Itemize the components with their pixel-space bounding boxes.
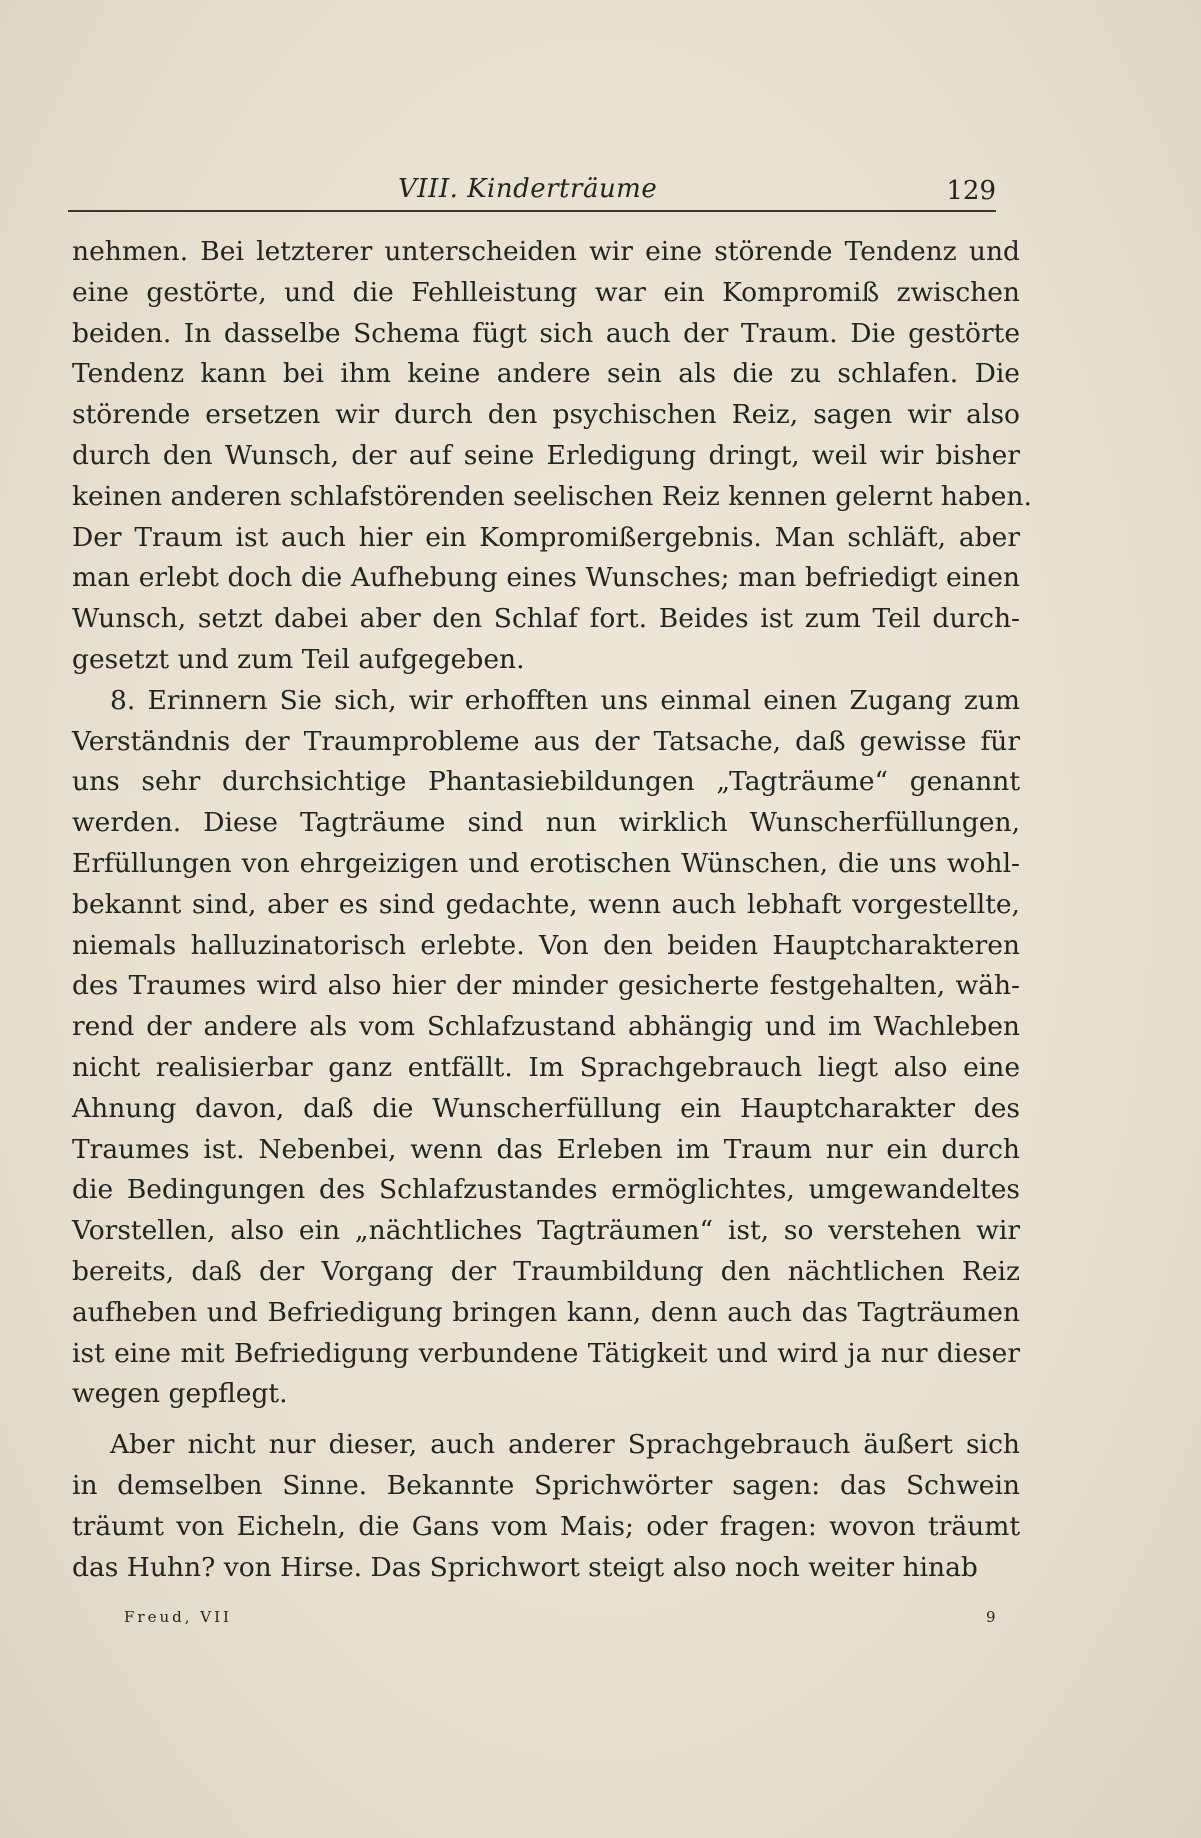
paragraph: [72, 232, 1032, 681]
paragraph-gap: [72, 1415, 1020, 1425]
page-header: [68, 168, 996, 208]
text-line: bereits, daß der Vorgang der Traumbildung den nächtlichen Reiz: [72, 1255, 1020, 1287]
running-head: VIII. Kinderträume: [398, 174, 658, 204]
text-line: störende ersetzen wir durch den psychischen Reiz, sagen wir also: [72, 399, 1020, 431]
signature-mark: Freud, VII: [124, 1608, 232, 1626]
text-line: 8. Erinnern Sie sich, wir erhofften uns einmal einen Zugang zum: [110, 684, 1020, 716]
text-line: wegen gepflegt.: [72, 1378, 288, 1410]
paragraph: [72, 681, 1020, 1415]
text-line: werden. Diese Tagträume sind nun wirklich Wunscherfüllungen,: [72, 807, 1020, 839]
text-line: durch den Wunsch, der auf seine Erledigung dringt, weil wir bisher: [72, 439, 1020, 471]
text-line: Aber nicht nur dieser, auch anderer Sprachgebrauch äußert sich: [110, 1429, 1020, 1461]
sheet-number: 9: [986, 1608, 999, 1626]
body-text: [72, 232, 1032, 1588]
header-rule: [68, 210, 996, 212]
text-line: man erlebt doch die Aufhebung eines Wunsches; man befriedigt einen: [72, 562, 1020, 594]
text-line: Erfüllungen von ehrgeizigen und erotischen Wünschen, die uns wohl-: [72, 847, 1020, 879]
text-line: nicht realisierbar ganz entfällt. Im Sprachgebrauch liegt also eine: [72, 1051, 1020, 1083]
text-line: Vorstellen, also ein „nächtliches Tagträumen“ ist, so verstehen wir: [72, 1215, 1020, 1247]
text-line: aufheben und Befriedigung bringen kann, denn auch das Tagträumen: [72, 1296, 1020, 1328]
text-line: in demselben Sinne. Bekannte Sprichwörter sagen: das Schwein: [72, 1469, 1020, 1501]
text-line: bekannt sind, aber es sind gedachte, wenn auch lebhaft vorgestellte,: [72, 888, 1020, 920]
text-line: die Bedingungen des Schlafzustandes ermöglichtes, umgewandeltes: [72, 1174, 1020, 1206]
text-line: Der Traum ist auch hier ein Kompromißergebnis. Man schläft, aber: [72, 521, 1020, 553]
page-number: 129: [946, 176, 996, 206]
text-line: des Traumes wird also hier der minder gesicherte festgehalten, wäh-: [72, 970, 1020, 1002]
text-line: niemals halluzinatorisch erlebte. Von den beiden Hauptcharakteren: [72, 929, 1020, 961]
text-line: rend der andere als vom Schlafzustand abhängig und im Wachleben: [72, 1011, 1020, 1043]
text-line: Ahnung davon, daß die Wunscherfüllung ein Hauptcharakter des: [72, 1092, 1020, 1124]
text-line: das Huhn? von Hirse. Das Sprichwort steigt also noch weiter hinab: [72, 1551, 978, 1583]
text-line: nehmen. Bei letzterer unterscheiden wir eine störende Tendenz und: [72, 236, 1020, 267]
text-line: beiden. In dasselbe Schema fügt sich auch der Traum. Die gestörte: [72, 317, 1020, 349]
text-line: keinen anderen schlafstörenden seelischen Reiz kennen gelernt haben.: [72, 480, 1032, 512]
page-footer: [124, 1608, 1004, 1638]
text-line: ist eine mit Befriedigung verbundene Tätigkeit und wird ja nur dieser: [72, 1337, 1020, 1369]
text-line: Tendenz kann bei ihm keine andere sein als die zu schlafen. Die: [72, 358, 1020, 390]
text-line: eine gestörte, und die Fehlleistung war ein Kompromiß zwischen: [72, 276, 1020, 308]
text-line: Wunsch, setzt dabei aber den Schlaf fort. Beides ist zum Teil durch-: [72, 603, 1020, 635]
text-line: träumt von Eicheln, die Gans vom Mais; oder fragen: wovon träumt: [72, 1510, 1020, 1542]
paragraph: [72, 1425, 1020, 1588]
text-line: Verständnis der Traumprobleme aus der Tatsache, daß gewisse für: [72, 725, 1020, 757]
text-line: uns sehr durchsichtige Phantasiebildungen „Tagträume“ genannt: [72, 766, 1020, 798]
text-line: gesetzt und zum Teil aufgegeben.: [72, 643, 525, 675]
text-line: Traumes ist. Nebenbei, wenn das Erleben im Traum nur ein durch: [72, 1133, 1020, 1165]
